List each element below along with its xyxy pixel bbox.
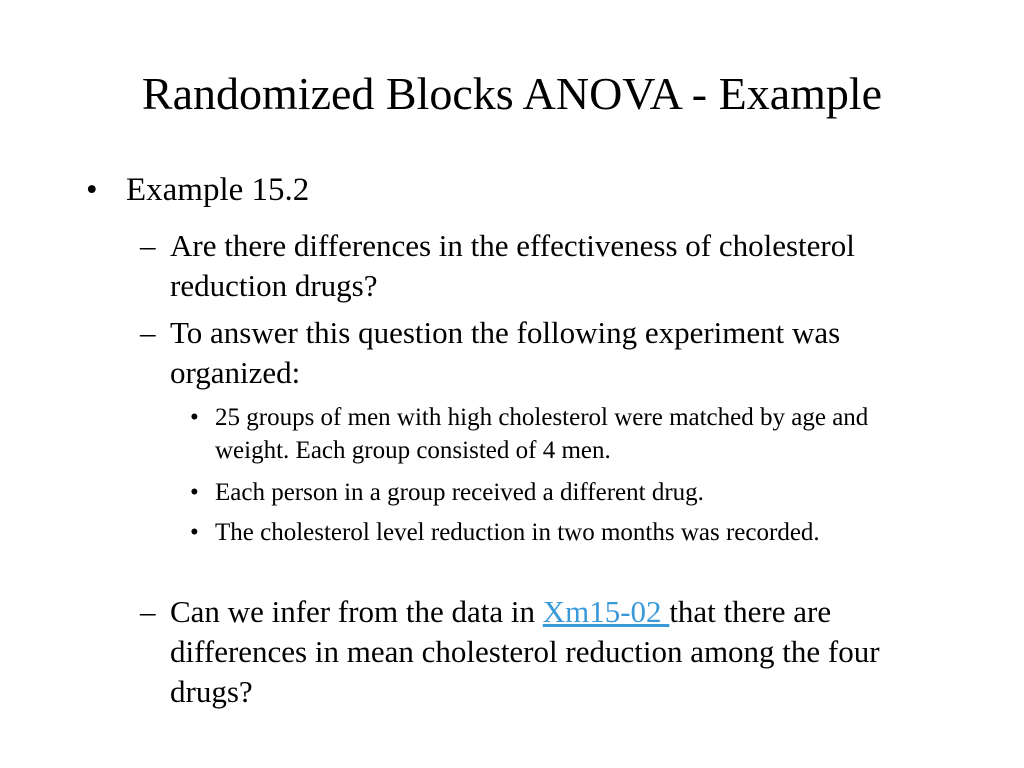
inference-prefix: Can we infer from the data in	[170, 594, 543, 629]
sub-bullet-text: Each person in a group received a different drug.	[215, 479, 704, 506]
sub-bullet-marker: •	[190, 404, 199, 431]
sub-bullet-groups	[0, 401, 1024, 467]
dash-marker: –	[140, 315, 156, 350]
bullet-marker: •	[86, 172, 98, 208]
dash-marker: –	[140, 594, 156, 629]
sub-bullet-marker: •	[190, 479, 199, 506]
inference-suffix: that there are differences in mean cholesterol reduction among the four drugs?	[170, 594, 880, 709]
dash-text: To answer this question the following experiment was organized:	[170, 315, 841, 390]
dash-item-inference	[0, 592, 1024, 712]
sub-bullet-recorded	[0, 516, 1024, 582]
dash-text	[170, 592, 920, 712]
dash-item-experiment	[0, 313, 1024, 393]
sub-bullet-marker: •	[190, 519, 199, 546]
bullet-example	[0, 170, 1024, 210]
dash-item-question	[0, 226, 1024, 306]
slide-title: Randomized Blocks ANOVA - Example	[141, 68, 883, 119]
sub-bullet-text: The cholesterol level reduction in two months was recorded.	[215, 519, 820, 546]
dash-text: Are there differences in the effectiveness of cholesterol reduction drugs?	[170, 228, 855, 303]
sub-bullet-drug	[0, 476, 1024, 509]
data-file-link[interactable]: Xm15-02	[542, 594, 670, 629]
bullet-text: Example 15.2	[126, 172, 310, 208]
dash-marker: –	[140, 228, 156, 263]
sub-bullet-text: 25 groups of men with high cholesterol were matched by age and weight. Each group consisted of 4 men.	[215, 404, 869, 464]
